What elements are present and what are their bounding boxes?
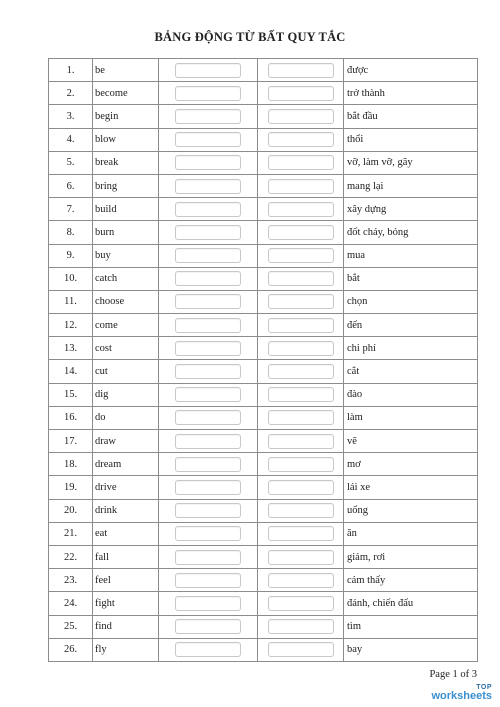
- past-participle-cell: [258, 360, 344, 383]
- past-participle-cell: [258, 615, 344, 638]
- past-simple-cell: [159, 82, 258, 105]
- verb-meaning: được: [344, 59, 478, 82]
- verb-infinitive: catch: [93, 267, 159, 290]
- verb-infinitive: feel: [93, 569, 159, 592]
- verb-infinitive: begin: [93, 105, 159, 128]
- past-participle-input[interactable]: [268, 318, 334, 333]
- past-simple-input[interactable]: [175, 573, 241, 588]
- verb-infinitive: fall: [93, 545, 159, 568]
- past-participle-input[interactable]: [268, 387, 334, 402]
- table-row: [49, 337, 478, 360]
- table-row: [49, 105, 478, 128]
- past-participle-cell: [258, 592, 344, 615]
- verb-meaning: vỡ, làm vỡ, gãy: [344, 151, 478, 174]
- row-number: 16.: [49, 406, 93, 429]
- past-simple-cell: [159, 476, 258, 499]
- verb-infinitive: become: [93, 82, 159, 105]
- verb-infinitive: find: [93, 615, 159, 638]
- row-number: 24.: [49, 592, 93, 615]
- verb-infinitive: do: [93, 406, 159, 429]
- row-number: 18.: [49, 453, 93, 476]
- verb-meaning: ăn: [344, 522, 478, 545]
- past-participle-cell: [258, 522, 344, 545]
- verb-infinitive: dig: [93, 383, 159, 406]
- past-participle-input[interactable]: [268, 109, 334, 124]
- logo-worksheets-text: worksheets: [431, 690, 492, 702]
- past-simple-cell: [159, 406, 258, 429]
- past-simple-input[interactable]: [175, 63, 241, 78]
- row-number: 6.: [49, 174, 93, 197]
- past-simple-cell: [159, 198, 258, 221]
- verb-infinitive: drive: [93, 476, 159, 499]
- verb-meaning: lái xe: [344, 476, 478, 499]
- past-simple-input[interactable]: [175, 503, 241, 518]
- table-row: [49, 592, 478, 615]
- past-participle-input[interactable]: [268, 550, 334, 565]
- past-participle-cell: [258, 476, 344, 499]
- row-number: 5.: [49, 151, 93, 174]
- past-simple-input[interactable]: [175, 294, 241, 309]
- past-simple-cell: [159, 59, 258, 82]
- logo-top-text: TOP: [476, 684, 492, 691]
- past-simple-cell: [159, 105, 258, 128]
- verb-meaning: đào: [344, 383, 478, 406]
- verb-infinitive: dream: [93, 453, 159, 476]
- past-simple-cell: [159, 290, 258, 313]
- past-simple-input[interactable]: [175, 202, 241, 217]
- page-indicator: Page 1 of 3: [429, 669, 477, 680]
- table-row: [49, 174, 478, 197]
- past-simple-input[interactable]: [175, 248, 241, 263]
- past-participle-input[interactable]: [268, 225, 334, 240]
- past-participle-cell: [258, 337, 344, 360]
- past-simple-cell: [159, 221, 258, 244]
- past-simple-input[interactable]: [175, 318, 241, 333]
- past-simple-cell: [159, 128, 258, 151]
- row-number: 17.: [49, 430, 93, 453]
- past-participle-input[interactable]: [268, 202, 334, 217]
- verb-meaning: thổi: [344, 128, 478, 151]
- past-participle-cell: [258, 221, 344, 244]
- table-row: [49, 151, 478, 174]
- past-participle-cell: [258, 59, 344, 82]
- past-participle-input[interactable]: [268, 294, 334, 309]
- row-number: 14.: [49, 360, 93, 383]
- past-participle-cell: [258, 430, 344, 453]
- verb-infinitive: fight: [93, 592, 159, 615]
- past-simple-cell: [159, 360, 258, 383]
- past-participle-input[interactable]: [268, 619, 334, 634]
- past-simple-input[interactable]: [175, 526, 241, 541]
- past-simple-cell: [159, 244, 258, 267]
- past-simple-cell: [159, 592, 258, 615]
- table-row: [49, 476, 478, 499]
- past-simple-input[interactable]: [175, 225, 241, 240]
- row-number: 2.: [49, 82, 93, 105]
- verb-meaning: chọn: [344, 290, 478, 313]
- row-number: 22.: [49, 545, 93, 568]
- table-row: [49, 406, 478, 429]
- past-participle-input[interactable]: [268, 503, 334, 518]
- table-row: [49, 545, 478, 568]
- row-number: 13.: [49, 337, 93, 360]
- row-number: 9.: [49, 244, 93, 267]
- past-participle-input[interactable]: [268, 63, 334, 78]
- verb-meaning: tìm: [344, 615, 478, 638]
- verb-infinitive: be: [93, 59, 159, 82]
- table-row: [49, 128, 478, 151]
- row-number: 23.: [49, 569, 93, 592]
- table-row: [49, 360, 478, 383]
- verb-infinitive: cut: [93, 360, 159, 383]
- table-row: [49, 314, 478, 337]
- past-simple-input[interactable]: [175, 619, 241, 634]
- row-number: 25.: [49, 615, 93, 638]
- verb-infinitive: drink: [93, 499, 159, 522]
- past-participle-cell: [258, 267, 344, 290]
- past-participle-cell: [258, 499, 344, 522]
- past-participle-cell: [258, 244, 344, 267]
- past-participle-cell: [258, 82, 344, 105]
- verb-meaning: vẽ: [344, 430, 478, 453]
- past-simple-input[interactable]: [175, 86, 241, 101]
- verb-meaning: chi phí: [344, 337, 478, 360]
- past-participle-cell: [258, 105, 344, 128]
- row-number: 12.: [49, 314, 93, 337]
- verb-meaning: đánh, chiến đấu: [344, 592, 478, 615]
- past-participle-input[interactable]: [268, 179, 334, 194]
- verb-infinitive: fly: [93, 638, 159, 661]
- past-simple-cell: [159, 569, 258, 592]
- verb-meaning: đốt cháy, bỏng: [344, 221, 478, 244]
- past-participle-cell: [258, 638, 344, 661]
- past-simple-input[interactable]: [175, 387, 241, 402]
- table-row: [49, 615, 478, 638]
- verb-infinitive: break: [93, 151, 159, 174]
- table-row: [49, 198, 478, 221]
- past-simple-input[interactable]: [175, 480, 241, 495]
- verb-meaning: mua: [344, 244, 478, 267]
- past-participle-cell: [258, 545, 344, 568]
- verb-infinitive: draw: [93, 430, 159, 453]
- past-participle-input[interactable]: [268, 526, 334, 541]
- past-simple-input[interactable]: [175, 364, 241, 379]
- past-participle-cell: [258, 453, 344, 476]
- past-participle-input[interactable]: [268, 248, 334, 263]
- row-number: 7.: [49, 198, 93, 221]
- table-row: [49, 244, 478, 267]
- past-participle-input[interactable]: [268, 364, 334, 379]
- past-simple-input[interactable]: [175, 457, 241, 472]
- past-simple-cell: [159, 499, 258, 522]
- verb-infinitive: bring: [93, 174, 159, 197]
- row-number: 15.: [49, 383, 93, 406]
- irregular-verbs-table: [48, 58, 478, 662]
- past-participle-cell: [258, 151, 344, 174]
- table-row: [49, 638, 478, 661]
- past-participle-input[interactable]: [268, 132, 334, 147]
- past-simple-input[interactable]: [175, 434, 241, 449]
- past-participle-input[interactable]: [268, 457, 334, 472]
- row-number: 21.: [49, 522, 93, 545]
- past-participle-cell: [258, 314, 344, 337]
- topworksheets-logo: [431, 684, 492, 702]
- row-number: 20.: [49, 499, 93, 522]
- verb-meaning: trở thành: [344, 82, 478, 105]
- past-simple-input[interactable]: [175, 271, 241, 286]
- row-number: 11.: [49, 290, 93, 313]
- row-number: 10.: [49, 267, 93, 290]
- verb-infinitive: come: [93, 314, 159, 337]
- verb-meaning: cảm thấy: [344, 569, 478, 592]
- verb-meaning: cắt: [344, 360, 478, 383]
- verb-infinitive: cost: [93, 337, 159, 360]
- row-number: 1.: [49, 59, 93, 82]
- past-participle-cell: [258, 290, 344, 313]
- past-participle-input[interactable]: [268, 341, 334, 356]
- past-simple-cell: [159, 267, 258, 290]
- table-row: [49, 221, 478, 244]
- verb-infinitive: choose: [93, 290, 159, 313]
- past-participle-input[interactable]: [268, 596, 334, 611]
- verb-meaning: bay: [344, 638, 478, 661]
- verb-meaning: mang lại: [344, 174, 478, 197]
- past-simple-input[interactable]: [175, 642, 241, 657]
- past-participle-cell: [258, 569, 344, 592]
- verb-meaning: mơ: [344, 453, 478, 476]
- past-participle-cell: [258, 174, 344, 197]
- verb-meaning: bắt đầu: [344, 105, 478, 128]
- past-participle-input[interactable]: [268, 155, 334, 170]
- table-row: [49, 290, 478, 313]
- table-row: [49, 59, 478, 82]
- past-simple-cell: [159, 638, 258, 661]
- past-simple-input[interactable]: [175, 109, 241, 124]
- past-participle-cell: [258, 406, 344, 429]
- verb-meaning: giảm, rơi: [344, 545, 478, 568]
- past-simple-cell: [159, 151, 258, 174]
- past-participle-cell: [258, 383, 344, 406]
- past-participle-input[interactable]: [268, 480, 334, 495]
- past-participle-cell: [258, 198, 344, 221]
- row-number: 8.: [49, 221, 93, 244]
- verb-meaning: xây dựng: [344, 198, 478, 221]
- row-number: 19.: [49, 476, 93, 499]
- verb-meaning: uống: [344, 499, 478, 522]
- row-number: 26.: [49, 638, 93, 661]
- past-participle-input[interactable]: [268, 410, 334, 425]
- row-number: 4.: [49, 128, 93, 151]
- past-simple-cell: [159, 522, 258, 545]
- row-number: 3.: [49, 105, 93, 128]
- past-simple-input[interactable]: [175, 341, 241, 356]
- verb-infinitive: eat: [93, 522, 159, 545]
- past-simple-cell: [159, 545, 258, 568]
- past-simple-input[interactable]: [175, 410, 241, 425]
- past-participle-input[interactable]: [268, 642, 334, 657]
- past-simple-cell: [159, 383, 258, 406]
- table-row: [49, 522, 478, 545]
- table-row: [49, 569, 478, 592]
- verb-meaning: làm: [344, 406, 478, 429]
- past-simple-cell: [159, 314, 258, 337]
- verb-infinitive: blow: [93, 128, 159, 151]
- past-simple-input[interactable]: [175, 179, 241, 194]
- past-simple-input[interactable]: [175, 596, 241, 611]
- past-simple-cell: [159, 430, 258, 453]
- page-title: BẢNG ĐỘNG TỪ BẤT QUY TẮC: [154, 30, 346, 44]
- past-simple-input[interactable]: [175, 155, 241, 170]
- table-row: [49, 267, 478, 290]
- past-simple-input[interactable]: [175, 550, 241, 565]
- past-participle-input[interactable]: [268, 573, 334, 588]
- verb-infinitive: buy: [93, 244, 159, 267]
- past-simple-cell: [159, 337, 258, 360]
- past-simple-cell: [159, 453, 258, 476]
- past-participle-cell: [258, 128, 344, 151]
- table-row: [49, 82, 478, 105]
- past-participle-input[interactable]: [268, 434, 334, 449]
- table-row: [49, 499, 478, 522]
- table-row: [49, 383, 478, 406]
- verb-meaning: đến: [344, 314, 478, 337]
- past-participle-input[interactable]: [268, 86, 334, 101]
- table-row: [49, 430, 478, 453]
- past-simple-input[interactable]: [175, 132, 241, 147]
- verb-meaning: bắt: [344, 267, 478, 290]
- past-simple-cell: [159, 615, 258, 638]
- past-simple-cell: [159, 174, 258, 197]
- table-row: [49, 453, 478, 476]
- verb-infinitive: burn: [93, 221, 159, 244]
- verb-infinitive: build: [93, 198, 159, 221]
- past-participle-input[interactable]: [268, 271, 334, 286]
